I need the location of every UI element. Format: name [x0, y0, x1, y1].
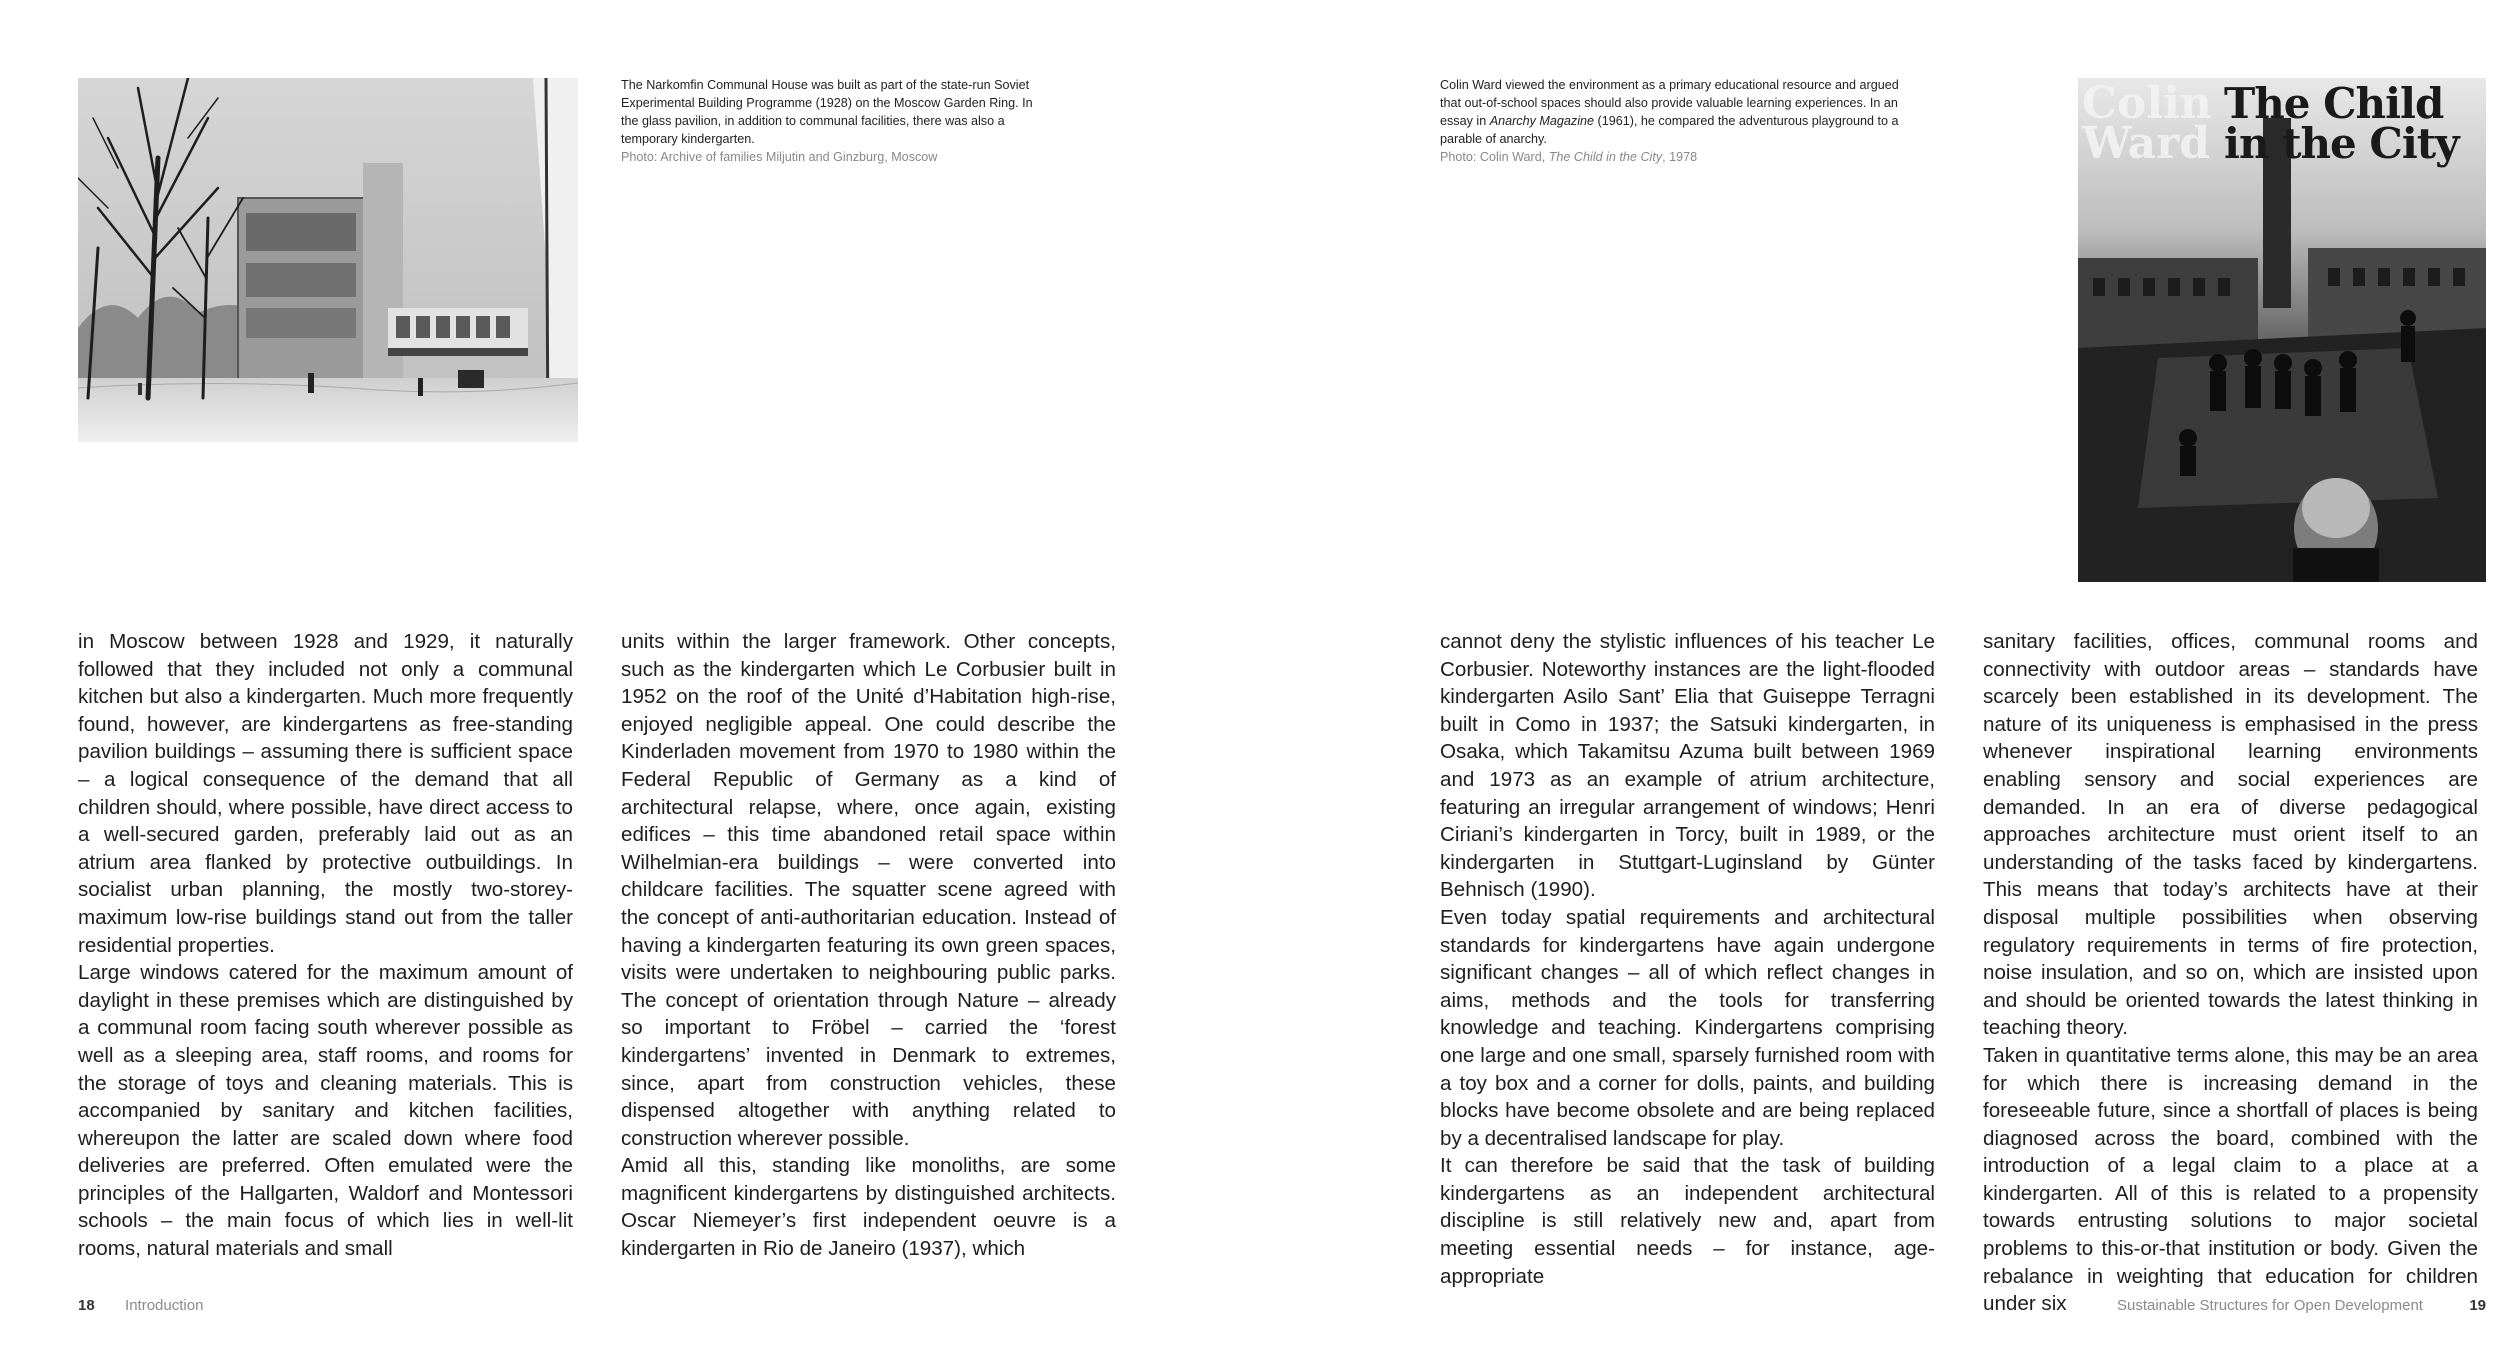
right-footer — [2117, 1296, 2486, 1316]
child-in-the-city-cover — [2078, 78, 2486, 582]
cover-title-line2: in the City — [2224, 119, 2459, 168]
narkomfin-caption-text: The Narkomfin Communal House was built as part of the state-run Soviet Experimental Building Programme (1928) on the Moscow Garden Ring. In the glass pavilion, in addition to communal facilities, there was also a temporary kindergarten. — [621, 78, 1033, 146]
colin-ward-caption-credit: Photo: Colin Ward, The Child in the City, 1978 — [1440, 150, 1698, 164]
cover-title — [2224, 79, 2459, 168]
colin-ward-caption-text: Colin Ward viewed the environment as a primary educational resource and argued that out-of-school spaces should also provide valuable learning experiences. In an essay in Anarchy Magazine (1961), he compared the adventurous playground to a parable of anarchy. — [1440, 78, 1899, 146]
colin-ward-caption — [1440, 76, 1905, 166]
cover-author-first: Colin — [2082, 78, 2212, 129]
paragraph: Taken in quantitative terms alone, this may be an area for which there is increasing demand in the foreseeable future, since a shortfall of places is being diagnosed across the board, combined with the introduction of a legal claim to a place at a kindergarten. All of this is related to a propensity towards entrusting solutions to major societal problems to this-or-that institution or body. Given the rebalance in weighting that education for children under six — [1983, 1043, 2478, 1316]
running-head: Sustainable Structures for Open Development — [2116, 1297, 2423, 1314]
right-column-2 — [1983, 628, 2478, 1318]
paragraph: It can therefore be said that the task of building kindergartens as an independent architectural discipline is still relatively new and, apart from meeting essential needs – for instance, age-appropriate — [1440, 1154, 1935, 1288]
left-column-1 — [78, 628, 573, 1263]
left-column-2 — [621, 628, 1116, 1263]
page-number: 19 — [2469, 1297, 2486, 1314]
paragraph: units within the larger framework. Other concepts, such as the kindergarten which Le Corbusier built in 1952 on the roof of the Unité d’Habitation high-rise, enjoyed negligible appeal. One could describe the Kinderladen movement from 1970 to 1980 within the Federal Republic of Germany as a kind of architectural relapse, where, once again, existing edifices – this time abandoned retail space within Wilhelmian-era buildings – were converted into childcare facilities. The squatter scene agreed with the concept of anti-authoritarian education. Instead of having a kindergarten featuring its own green spaces, visits were undertaken to neighbouring public parks. The concept of orientation through Nature – already so important to Fröbel – carried the ‘forest kindergartens’ invented in Denmark to extremes, since, apart from construction vehicles, these dispensed altogether with anything related to construction wherever possible. — [621, 630, 1116, 1150]
paragraph: Amid all this, standing like monoliths, are some magnificent kindergartens by distinguished architects. Oscar Niemeyer’s first independent oeuvre is a kindergarten in Rio de Janeiro (1937), which — [621, 1154, 1116, 1261]
narkomfin-caption-credit: Photo: Archive of families Miljutin and Ginzburg, Moscow — [621, 150, 938, 164]
paragraph: Even today spatial requirements and architectural standards for kindergartens have again undergone significant changes – all of which reflect changes in aims, methods and the tools for transferring knowledge and teaching. Kindergartens comprising one large and one small, sparsely furnished room with a toy box and a corner for dolls, paints, and building blocks have become obsolete and are being replaced by a decentralised landscape for play. — [1440, 905, 1935, 1150]
paragraph: cannot deny the stylistic influences of his teacher Le Corbusier. Noteworthy instances are the light-flooded kindergarten Asilo Sant’ Elia that Guiseppe Terragni built in Como in 1937; the Satsuki kindergarten, in Osaka, which Takamitsu Azuma built between 1969 and 1973 as an example of atrium architecture, featuring an irregular arrangement of windows; Henri Ciriani’s kindergarten in Torcy, built in 1989, or the kindergarten in Stuttgart-Luginsland by Günter Behnisch (1990). — [1440, 630, 1935, 902]
left-footer — [78, 1296, 203, 1316]
cover-author-last: Ward — [2082, 118, 2211, 169]
paragraph: sanitary facilities, offices, communal rooms and connectivity with outdoor areas – standards have scarcely been established in its development. The nature of its uniqueness is emphasised in the press whenever inspirational learning environments enabling sensory and social experiences are demanded. In an era of diverse pedagogical approaches architecture must orient itself to an understanding of the tasks faced by kindergartens. This means that today’s architects have at their disposal multiple possibilities when observing regulatory requirements in terms of fire protection, noise insulation, and so on, which are insisted upon and should be oriented towards the latest thinking in teaching theory. — [1983, 630, 2478, 1040]
narkomfin-photo — [78, 78, 578, 442]
cover-author — [2082, 78, 2212, 169]
narkomfin-caption — [621, 76, 1041, 166]
paragraph: in Moscow between 1928 and 1929, it naturally followed that they included not only a communal kitchen but also a kindergarten. Much more frequently found, however, are kindergartens as free-standing pavilion buildings – assuming there is sufficient space – a logical consequence of the demand that all children should, where possible, have direct access to a well-secured garden, preferably laid out as an atrium area flanked by protective outbuildings. In socialist urban planning, the mostly two-storey-maximum low-rise buildings stand out from the taller residential properties. — [78, 630, 573, 957]
right-column-1 — [1440, 628, 1935, 1290]
page-number: 18 — [78, 1297, 95, 1314]
paragraph: Large windows catered for the maximum amount of daylight in these premises which are distinguished by a communal room facing south wherever possible as well as a sleeping area, staff rooms, and rooms for the storage of toys and cleaning materials. This is accompanied by sanitary and kitchen facilities, whereupon the latter are scaled down where food deliveries are preferred. Often emulated were the principles of the Hallgarten, Waldorf and Montessori schools – the main focus of which lies in well-lit rooms, natural materials and small — [78, 961, 573, 1261]
cover-title-line1: The Child — [2224, 79, 2444, 128]
running-head: Introduction — [125, 1297, 204, 1314]
